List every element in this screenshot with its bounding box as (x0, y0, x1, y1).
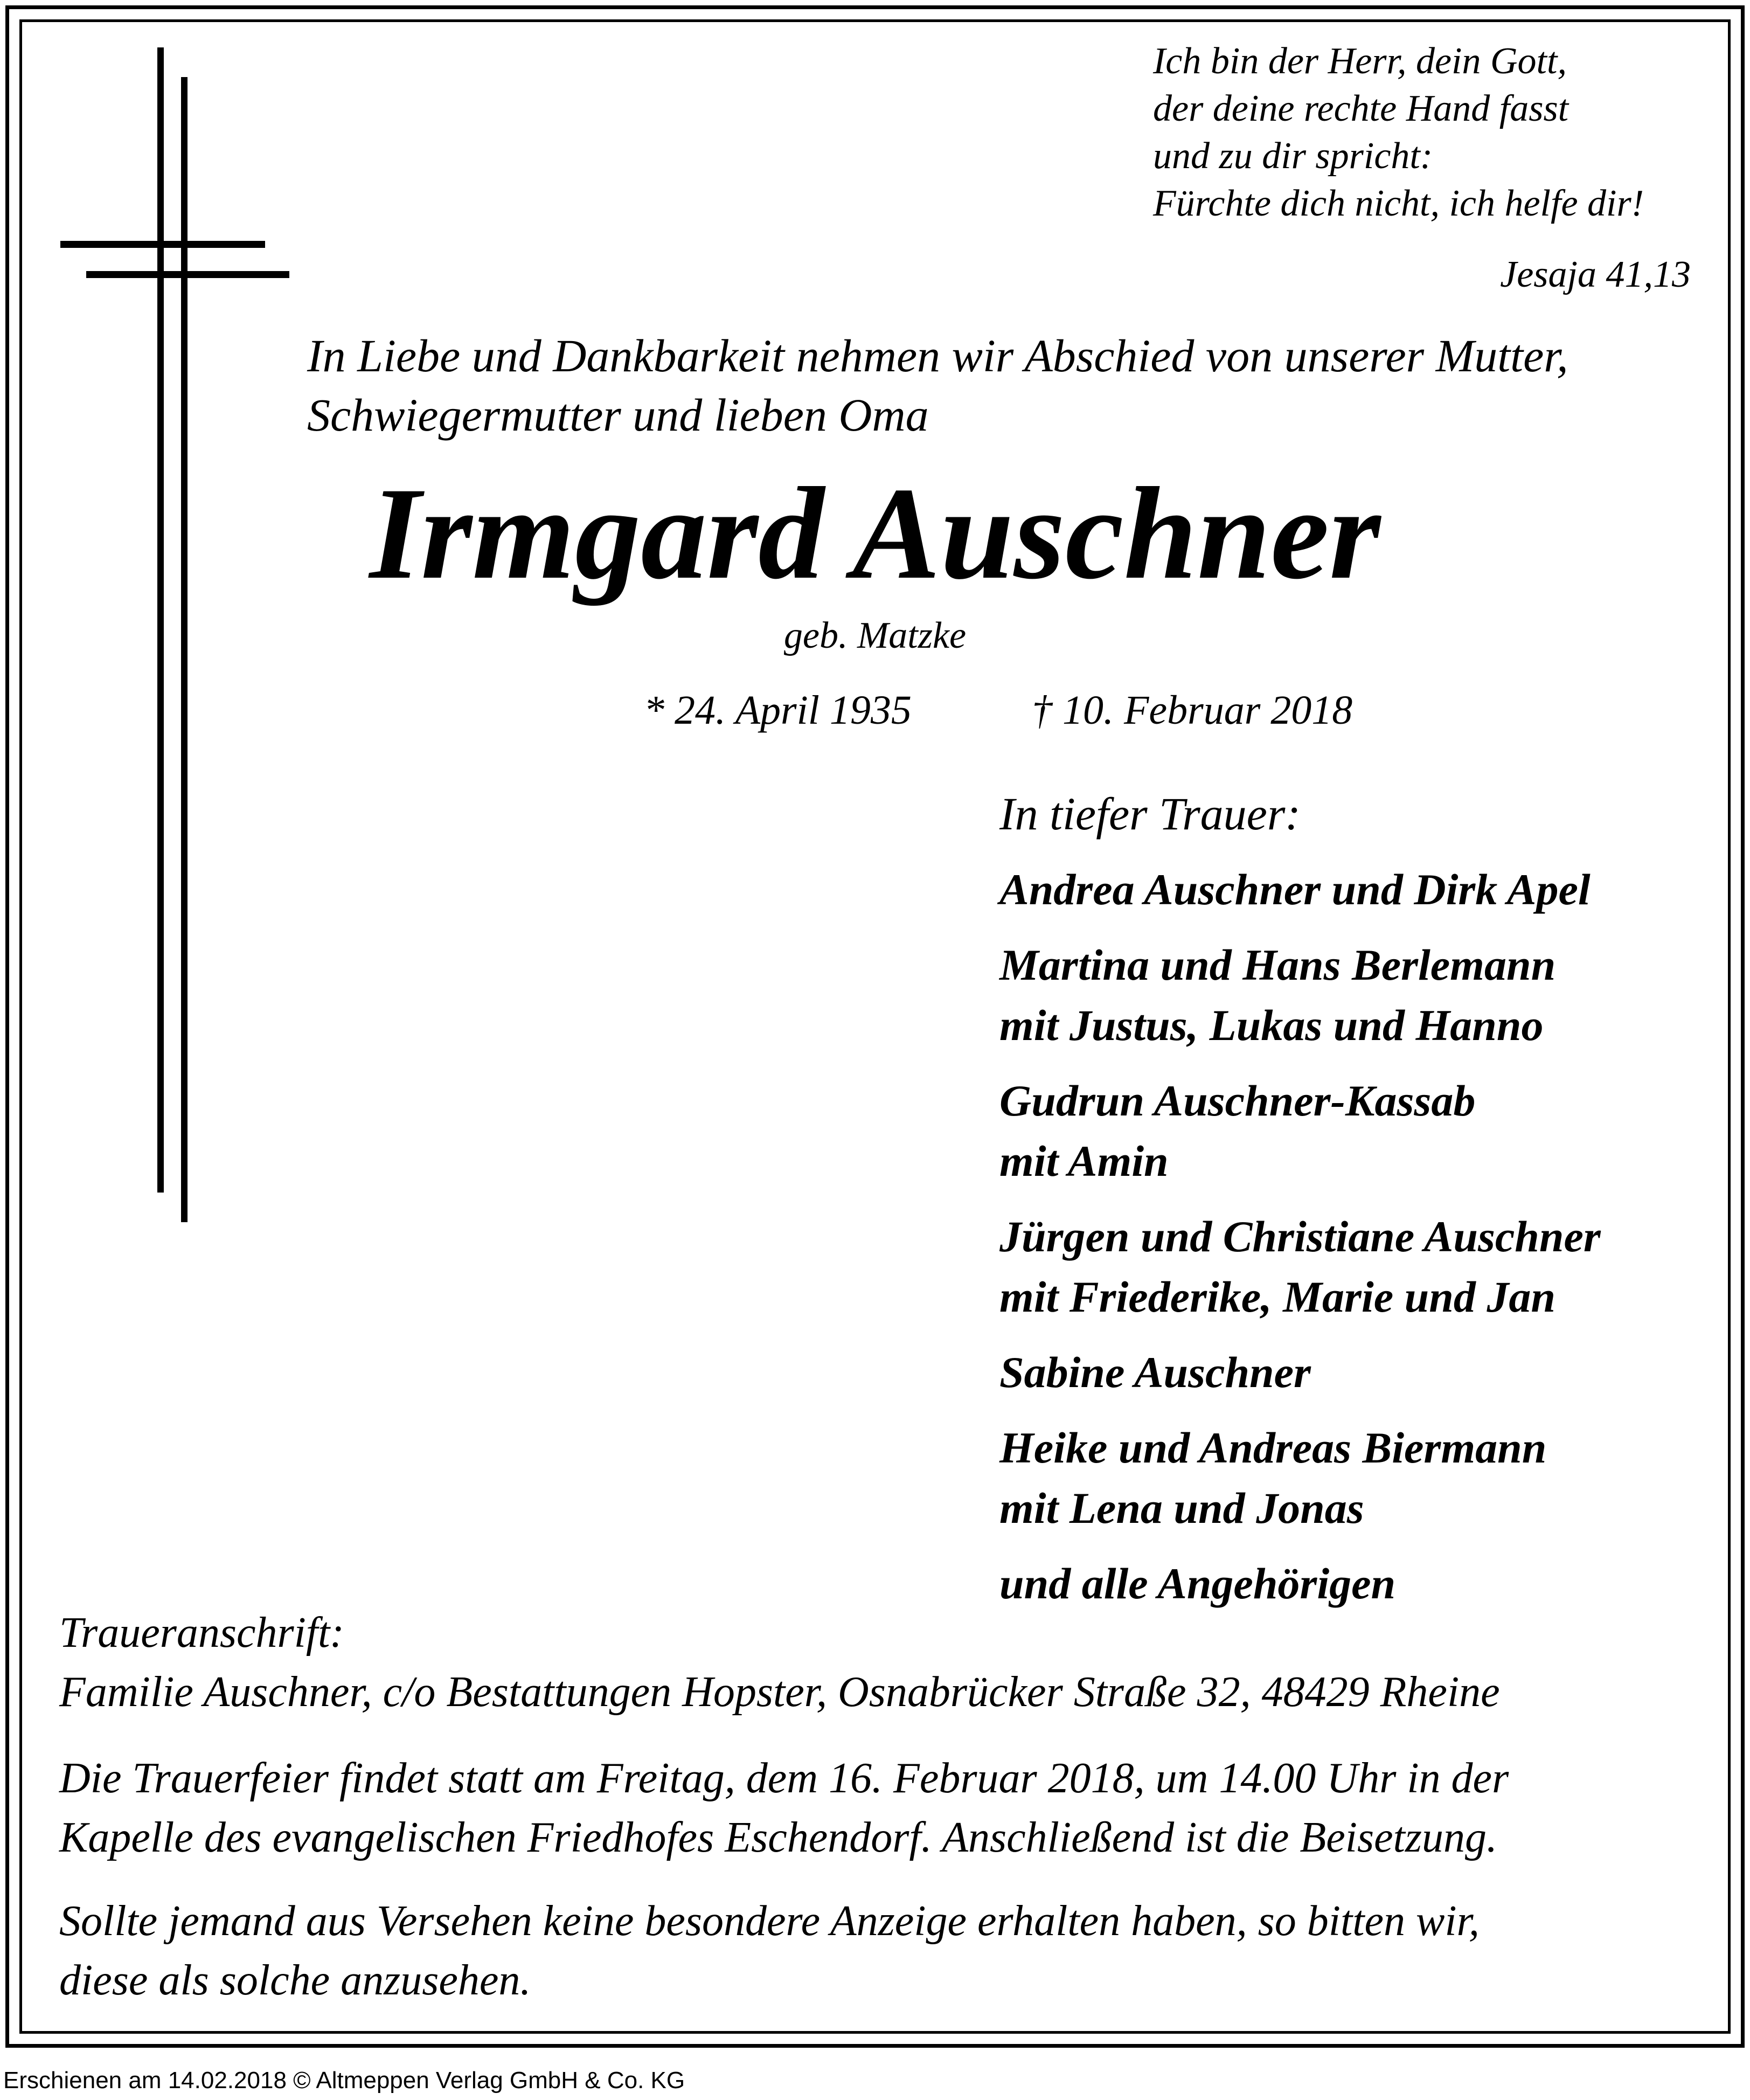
mourner-group (999, 1071, 1601, 1191)
verse-line: und zu dir spricht: (1153, 135, 1433, 177)
mourner-line: mit Lena und Jonas (999, 1484, 1364, 1533)
intro-line: In Liebe und Dankbarkeit nehmen wir Abschied von unserer Mutter, (307, 330, 1568, 382)
mourner-group (999, 1418, 1601, 1538)
verse-line: Ich bin der Herr, dein Gott, (1153, 40, 1567, 82)
mourner-line: und alle Angehörigen (999, 1559, 1396, 1608)
intro-line: Schwiegermutter und lieben Oma (307, 389, 929, 441)
address-label: Traueranschrift: (59, 1609, 344, 1657)
mourners-list (999, 860, 1601, 1629)
death-date: † 10. Februar 2018 (1032, 688, 1353, 733)
verse-reference: Jesaja 41,13 (1500, 254, 1691, 295)
mourner-group (999, 1342, 1601, 1403)
verse-line: Fürchte dich nicht, ich helfe dir! (1153, 183, 1644, 224)
mourner-group (999, 935, 1601, 1056)
note-line: Sollte jemand aus Versehen keine besondere Anzeige erhalten haben, so bitten wir, (59, 1897, 1480, 1945)
mourner-line: Sabine Auschner (999, 1348, 1311, 1397)
mourner-line: Andrea Auschner und Dirk Apel (999, 865, 1591, 914)
publication-footer: Erschienen am 14.02.2018 © Altmeppen Verlag GmbH & Co. KG (3, 2067, 685, 2094)
verse-line: der deine rechte Hand fasst (1153, 88, 1569, 129)
mourning-address (59, 1603, 1500, 1722)
mourners-heading: In tiefer Trauer: (999, 788, 1301, 840)
deceased-name: Irmgard Auschner (369, 460, 1381, 606)
birth-date: * 24. April 1935 (644, 688, 912, 733)
mourner-group (999, 1207, 1601, 1327)
note-line: diese als solche anzusehen. (59, 1957, 531, 2004)
mourner-line: Martina und Hans Berlemann (999, 940, 1556, 989)
mourner-line: mit Justus, Lukas und Hanno (999, 1001, 1544, 1050)
mourner-line: Heike und Andreas Biermann (999, 1423, 1547, 1472)
notice-note (59, 1891, 1480, 2010)
service-line: Die Trauerfeier findet statt am Freitag, dem 16. Februar 2018, um 14.00 Uhr in der (59, 1755, 1509, 1802)
address-text: Familie Auschner, c/o Bestattungen Hopster, Osnabrücker Straße 32, 48429 Rheine (59, 1668, 1500, 1716)
mourner-line: mit Friederike, Marie und Jan (999, 1272, 1555, 1321)
funeral-service-info (59, 1749, 1509, 1867)
intro-text (307, 326, 1568, 445)
mourner-line: Gudrun Auschner-Kassab (999, 1076, 1476, 1125)
service-line: Kapelle des evangelischen Friedhofes Eschendorf. Anschließend ist die Beisetzung. (59, 1814, 1498, 1861)
mourner-line: Jürgen und Christiane Auschner (999, 1212, 1601, 1261)
bible-verse (1153, 38, 1644, 227)
mourner-group (999, 860, 1601, 920)
mourner-line: mit Amin (999, 1136, 1169, 1186)
birth-name: geb. Matzke (783, 615, 967, 656)
